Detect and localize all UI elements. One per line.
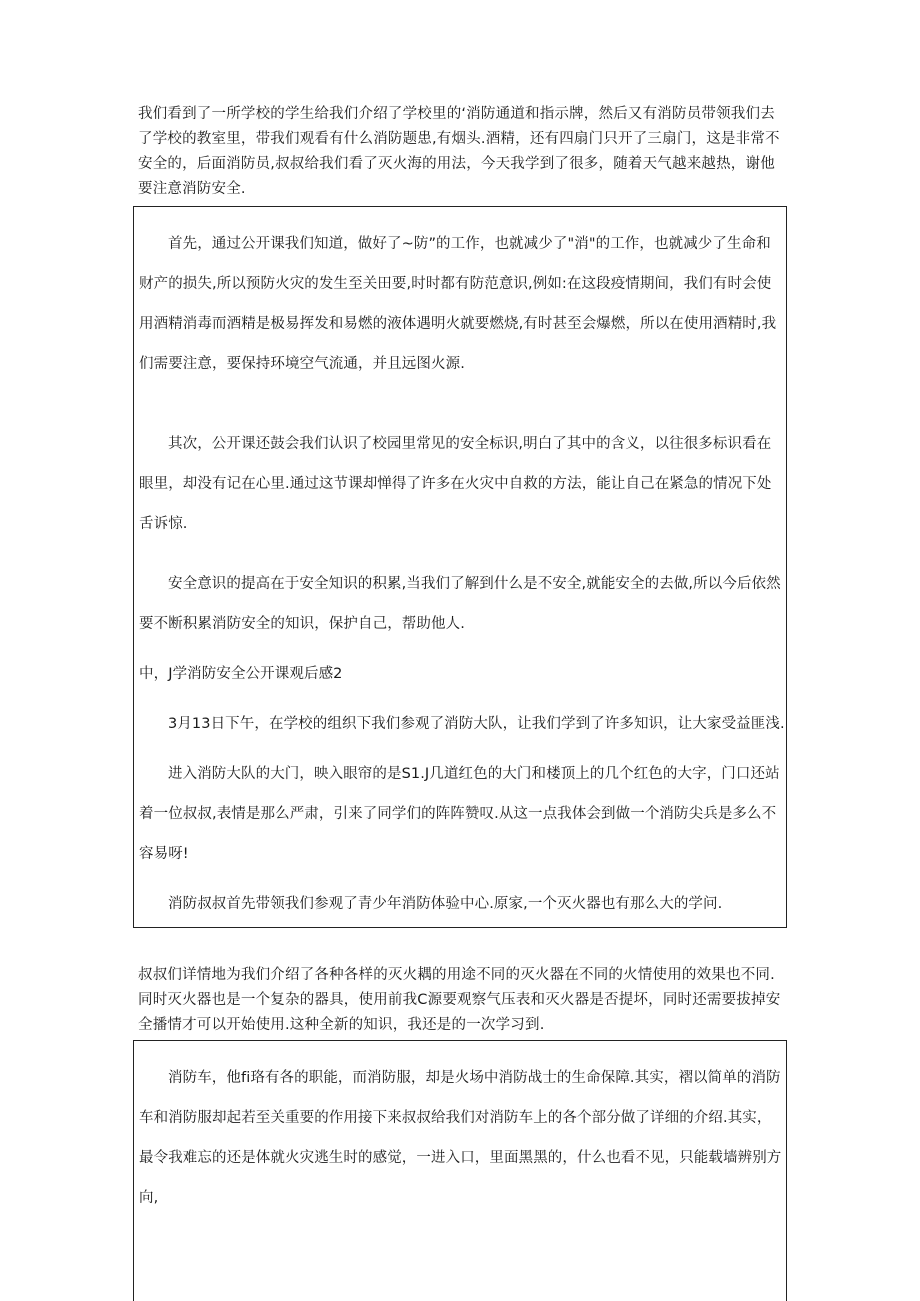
box2-paragraph-1: 消防车，他fi珞有各的职能，而消防服，却是火场中消防战士的生命保障.其实，褶以简单的消防车和消防服却起若至关重要的作用接下来叔叔给我们对消防车上的各个部分做了详细的介绍.其实，最令我难忘的还是体就火灾逃生时的感觉，一进入口，里面黑黑的，什么也看不见，只能载墙辨别方向, xyxy=(139,1070,782,1206)
intro-paragraph: 我们看到了一所学校的学生给我们介绍了学校里的‘消防通道和指示牌，然后又有消防员带领我们去了学校的教室里，带我们观看有什么消防题患,有烟头.酒精，还有四扇门只开了三扇门，这是非常不安全的，后面消防员,叔叔给我们看了灭火海的用法，今天我学到了很多，随着天气越来越热，谢他要注意消防安全. xyxy=(138,106,780,197)
text-frame-1 xyxy=(133,206,787,928)
box1-paragraph-3: 安全意识的提高在于安全知识的积累,当我们了解到什么是不安全,就能安全的去做,所以今后依然要不断积累消防安全的知识，保护自己，帮助他人. xyxy=(139,576,781,632)
box1-paragraph-6: 消防叔叔首先带领我们参观了青少年消防体验中心.原家,一个灭火器也有那么大的学问. xyxy=(168,896,723,912)
box1-paragraph-2: 其次，公开课还鼓会我们认识了校园里常见的安全标识,明白了其中的含义，以往很多标识看在眼里，却没有记在心里.通过这节课却惮得了许多在火灾中自救的方法，能让自己在紧急的情况下处舌诉惊. xyxy=(139,436,772,532)
box1-paragraph-5: 进入消防大队的大门，映入眼帘的是S1.J几道红色的大门和楼顶上的几个红色的大字，门口还站着一位叔叔,表情是那么严肃，引来了同学们的阵阵赞叹.从这一点我体会到做一个消防尖兵是多么不容易呀! xyxy=(139,766,780,862)
box1-paragraph-4: 3月13日下午，在学校的组织下我们参观了消防大队，让我们学到了许多知识，让大家受益匪浅. xyxy=(168,716,785,732)
box1-paragraph-1: 首先，通过公开课我们知道，做好了~防”的工作，也就减少了"消"的工作，也就减少了生命和财产的损失,所以预防火灾的发生至关田要,时时都有防范意识,例如:在这段疫情期间，我们有时会使用酒精消毒而酒精是极易挥发和易燃的液体遇明火就要燃烧,有时甚至会爆燃，所以在使用酒精时,我们需要注意，要保持环境空气流通，并且远图火源. xyxy=(139,236,777,372)
middle-paragraph: 叔叔们详情地为我们介绍了各种各样的灭火耦的用途不同的灭火器在不同的火情使用的效果也不同.同时灭火器也是一个复杂的器具，使用前我C源要观察气压表和灭火器是否提坏，同时还需要拔掉安全播情才可以开始使用.这种全新的知识，我还是的一次学习到. xyxy=(138,967,781,1033)
section-heading: 中，J学消防安全公开课观后感2 xyxy=(139,666,343,682)
text-frame-2 xyxy=(133,1040,787,1301)
